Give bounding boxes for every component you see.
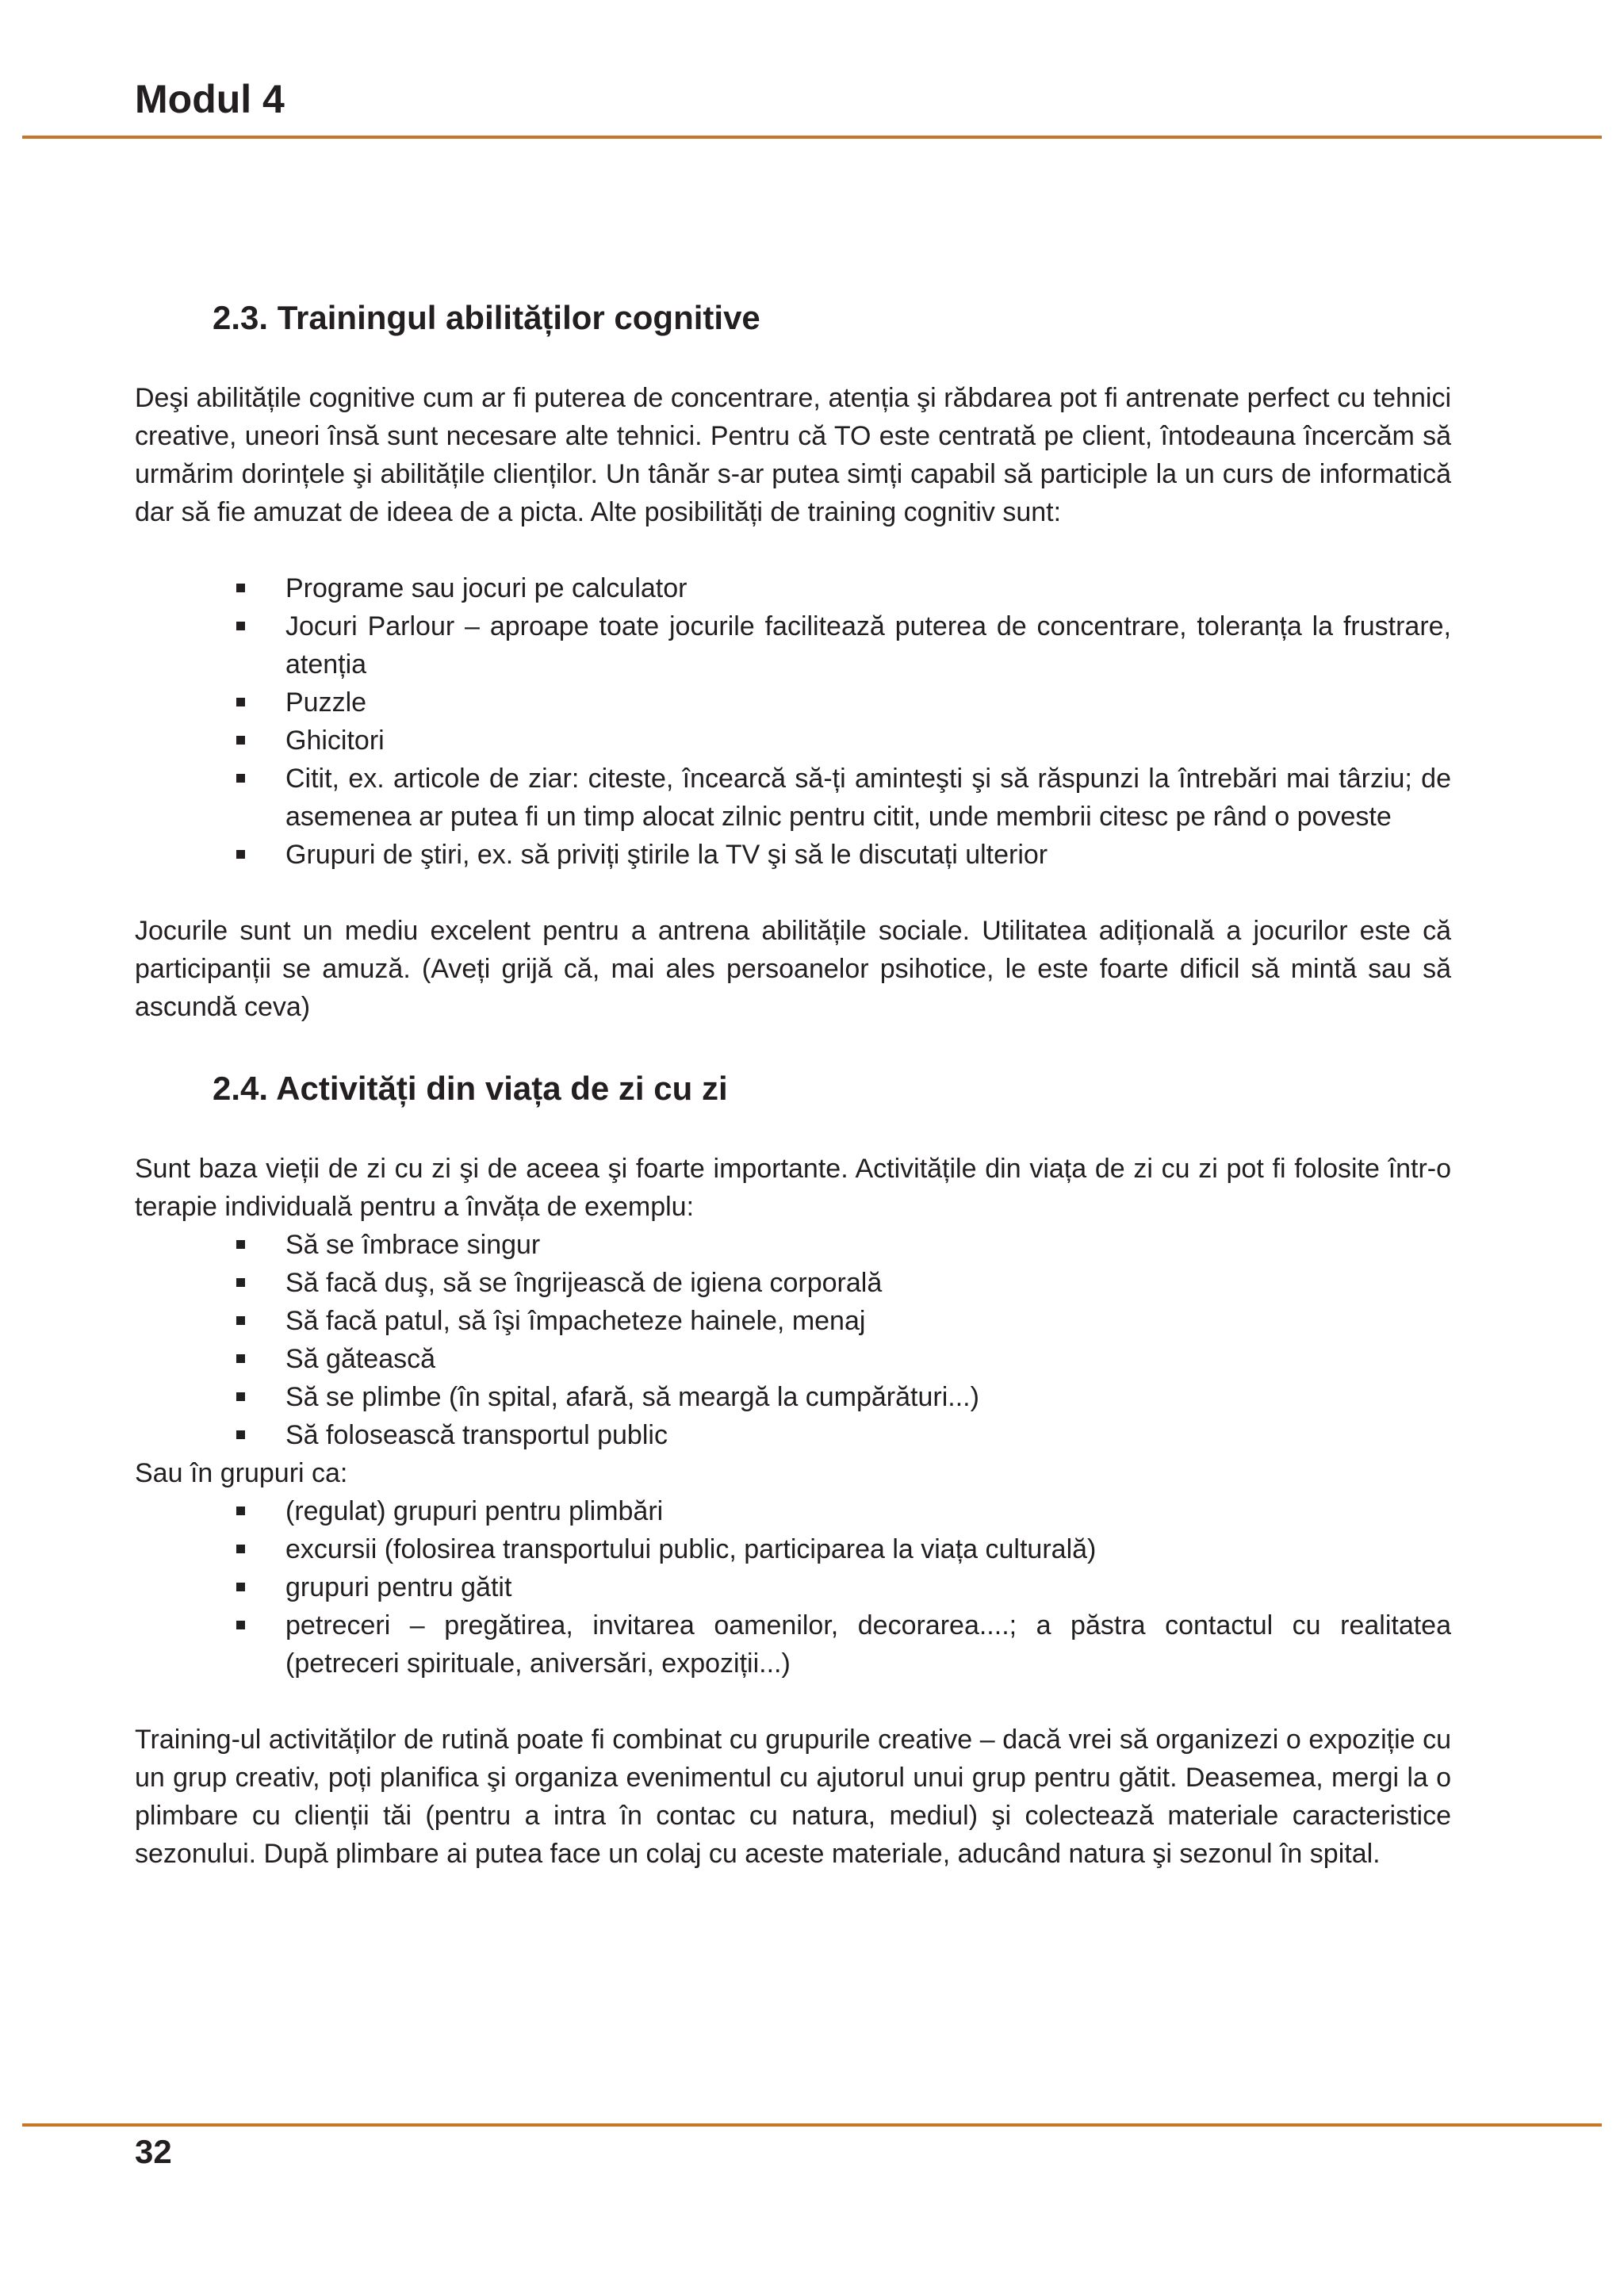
list-group-activities: [135, 1492, 1451, 1683]
list-item: (regulat) grupuri pentru plimbări: [135, 1492, 1451, 1530]
paragraph-routine-training: Training-ul activităților de rutină poate fi combinat cu grupurile creative – dacă vrei să organizezi o expoziție cu un grup creativ, poți planifica şi organiza evenimentul cu ajutorul unui grup pentru gătit. Deasemea, mergi la o plimbare cu clienții tăi (pentru a intra în contac cu natura, mediul) şi colectează materiale caracteristice sezonului. După plimbare ai putea face un colaj cu aceste materiale, aducând natura şi sezonul în spital.: [135, 1725, 1451, 1869]
list-item: Să se plimbe (în spital, afară, să meargă la cumpărături...): [135, 1378, 1451, 1416]
list-item: petreceri – pregătirea, invitarea oamenilor, decorarea....; a păstra contactul cu realitatea (petreceri spirituale, aniversări, expoziții...): [135, 1606, 1451, 1683]
section-heading-daily-activities: 2.4. Activități din viața de zi cu zi: [213, 1070, 728, 1107]
list-item: Să se îmbrace singur: [135, 1226, 1451, 1264]
paragraph-cognitive-intro: Deşi abilitățile cognitive cum ar fi puterea de concentrare, atenția şi răbdarea pot fi antrenate perfect cu tehnici creative, uneori însă sunt necesare alte tehnici. Pentru că TO este centrată pe client, întodeauna încercăm să urmărim dorințele şi abilitățile clienților. Un tânăr s-ar putea simți capabil să participle la un curs de informatică dar să fie amuzat de ideea de a picta. Alte posibilități de training cognitiv sunt:: [135, 383, 1451, 527]
list-item: Citit, ex. articole de ziar: citeste, încearcă să-ți aminteşti şi să răspunzi la întrebări mai târziu; de asemenea ar putea fi un timp alocat zilnic pentru citit, unde membrii citesc pe rând o poveste: [135, 760, 1451, 836]
list-item: Să gătească: [135, 1340, 1451, 1378]
list-individual-activities: [135, 1226, 1451, 1454]
list-cognitive-training: [135, 569, 1451, 874]
section-heading-cognitive-training: 2.3. Trainingul abilităților cognitive: [213, 299, 760, 336]
page-number: 32: [135, 2133, 172, 2170]
module-title: Modul 4: [135, 77, 285, 121]
header-rule: [22, 136, 1602, 139]
list-item: excursii (folosirea transportului public, participarea la viața culturală): [135, 1530, 1451, 1568]
group-label: Sau în grupuri ca:: [135, 1458, 348, 1488]
paragraph-games-note: Jocurile sunt un mediu excelent pentru a antrena abilitățile sociale. Utilitatea adițională a jocurilor este că participanții se amuză. (Aveți grijă că, mai ales persoanelor psihotice, le este foarte dificil să mintă sau să ascundă ceva): [135, 916, 1451, 1022]
list-item: Să facă patul, să îşi împacheteze hainele, menaj: [135, 1302, 1451, 1340]
list-item: grupuri pentru gătit: [135, 1568, 1451, 1606]
paragraph-daily-intro: Sunt baza vieții de zi cu zi şi de aceea şi foarte importante. Activitățile din viața de zi cu zi pot fi folosite într-o terapie individuală pentru a învăța de exemplu:: [135, 1154, 1451, 1222]
list-item: Jocuri Parlour – aproape toate jocurile facilitează puterea de concentrare, toleranța la frustrare, atenția: [135, 607, 1451, 683]
page-content: [135, 292, 1451, 1873]
list-item: Să folosească transportul public: [135, 1416, 1451, 1454]
list-item: Puzzle: [135, 683, 1451, 722]
list-item: Grupuri de ştiri, ex. să priviți ştirile la TV şi să le discutați ulterior: [135, 836, 1451, 874]
footer-rule: [22, 2123, 1602, 2127]
list-item: Ghicitori: [135, 722, 1451, 760]
list-item: Programe sau jocuri pe calculator: [135, 569, 1451, 607]
list-item: Să facă duş, să se îngrijească de igiena corporală: [135, 1264, 1451, 1302]
